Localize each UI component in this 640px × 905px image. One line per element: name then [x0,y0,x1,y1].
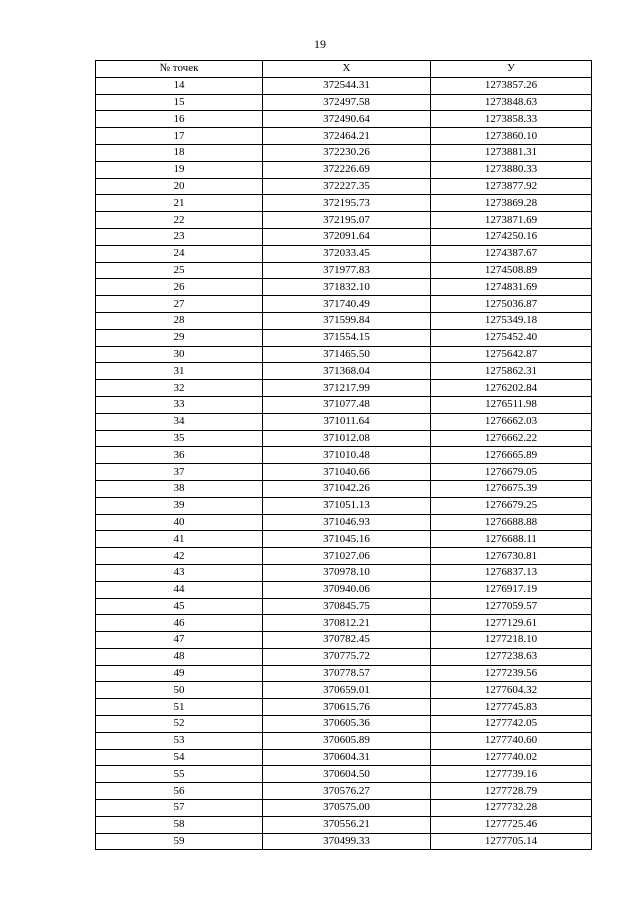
table-body [96,77,592,850]
cell-y: 1274508.89 [431,262,592,279]
header-point-number: № точек [96,61,263,78]
cell-y: 1273857.26 [431,77,592,94]
table-row [96,480,592,497]
cell-y: 1277238.63 [431,648,592,665]
table-row [96,346,592,363]
cell-x: 372490.64 [263,111,431,128]
cell-y: 1277740.02 [431,749,592,766]
cell-point-number: 34 [96,413,263,430]
cell-x: 371077.48 [263,396,431,413]
table-row [96,212,592,229]
cell-x: 371465.50 [263,346,431,363]
cell-point-number: 29 [96,329,263,346]
table-row [96,144,592,161]
table-row [96,632,592,649]
cell-point-number: 54 [96,749,263,766]
cell-x: 371217.99 [263,380,431,397]
cell-y: 1277728.79 [431,783,592,800]
cell-x: 370775.72 [263,648,431,665]
table-row [96,665,592,682]
cell-y: 1273871.69 [431,212,592,229]
cell-point-number: 53 [96,732,263,749]
cell-point-number: 31 [96,363,263,380]
cell-y: 1277742.05 [431,716,592,733]
cell-y: 1277739.16 [431,766,592,783]
table-row [96,766,592,783]
cell-point-number: 50 [96,682,263,699]
table-row [96,279,592,296]
cell-x: 370845.75 [263,598,431,615]
cell-x: 370604.50 [263,766,431,783]
cell-point-number: 27 [96,296,263,313]
cell-y: 1276511.98 [431,396,592,413]
table-row [96,581,592,598]
cell-y: 1276202.84 [431,380,592,397]
cell-y: 1276679.05 [431,464,592,481]
table-row [96,716,592,733]
table-row [96,178,592,195]
table-row [96,94,592,111]
cell-y: 1275349.18 [431,312,592,329]
table-row [96,749,592,766]
cell-point-number: 47 [96,632,263,649]
cell-y: 1276917.19 [431,581,592,598]
cell-point-number: 33 [96,396,263,413]
cell-x: 370782.45 [263,632,431,649]
cell-x: 370615.76 [263,699,431,716]
cell-point-number: 15 [96,94,263,111]
cell-x: 372227.35 [263,178,431,195]
cell-y: 1276662.22 [431,430,592,447]
cell-point-number: 37 [96,464,263,481]
cell-x: 372464.21 [263,128,431,145]
header-x: Х [263,61,431,78]
cell-y: 1273860.10 [431,128,592,145]
cell-x: 371554.15 [263,329,431,346]
table-row [96,648,592,665]
cell-x: 371027.06 [263,548,431,565]
cell-x: 371012.08 [263,430,431,447]
table-row [96,497,592,514]
table-row [96,296,592,313]
cell-point-number: 24 [96,245,263,262]
cell-y: 1277732.28 [431,800,592,817]
cell-point-number: 48 [96,648,263,665]
page-number: 19 [314,37,326,51]
cell-y: 1277218.10 [431,632,592,649]
cell-x: 371599.84 [263,312,431,329]
cell-y: 1273877.92 [431,178,592,195]
table-row [96,548,592,565]
table-row [96,699,592,716]
cell-y: 1273880.33 [431,161,592,178]
cell-y: 1273848.63 [431,94,592,111]
cell-x: 370605.36 [263,716,431,733]
cell-point-number: 14 [96,77,263,94]
cell-x: 370778.57 [263,665,431,682]
cell-y: 1277740.60 [431,732,592,749]
cell-x: 371011.64 [263,413,431,430]
cell-y: 1276837.13 [431,564,592,581]
header-y: У [431,61,592,78]
coordinates-table [95,60,592,850]
cell-point-number: 45 [96,598,263,615]
cell-point-number: 58 [96,816,263,833]
table-row [96,111,592,128]
cell-y: 1277604.32 [431,682,592,699]
cell-x: 370604.31 [263,749,431,766]
table-row [96,161,592,178]
table-row [96,732,592,749]
cell-x: 372195.07 [263,212,431,229]
table-row [96,363,592,380]
cell-x: 372497.58 [263,94,431,111]
cell-y: 1277725.46 [431,816,592,833]
cell-y: 1276688.88 [431,514,592,531]
cell-point-number: 38 [96,480,263,497]
cell-x: 372195.73 [263,195,431,212]
cell-point-number: 51 [96,699,263,716]
table-row [96,77,592,94]
cell-point-number: 20 [96,178,263,195]
cell-y: 1276679.25 [431,497,592,514]
table-header-row [96,61,592,78]
cell-point-number: 17 [96,128,263,145]
table-row [96,329,592,346]
table-row [96,262,592,279]
cell-x: 371051.13 [263,497,431,514]
cell-y: 1273858.33 [431,111,592,128]
cell-point-number: 23 [96,228,263,245]
cell-point-number: 57 [96,800,263,817]
table-row [96,783,592,800]
cell-y: 1274387.67 [431,245,592,262]
cell-point-number: 41 [96,531,263,548]
cell-point-number: 16 [96,111,263,128]
table-row [96,800,592,817]
cell-y: 1274250.16 [431,228,592,245]
cell-point-number: 44 [96,581,263,598]
cell-y: 1273881.31 [431,144,592,161]
table-row [96,531,592,548]
cell-point-number: 28 [96,312,263,329]
cell-y: 1276662.03 [431,413,592,430]
cell-point-number: 25 [96,262,263,279]
cell-x: 371740.49 [263,296,431,313]
cell-x: 371010.48 [263,447,431,464]
cell-x: 372226.69 [263,161,431,178]
cell-x: 370556.21 [263,816,431,833]
cell-y: 1276730.81 [431,548,592,565]
table-row [96,615,592,632]
cell-x: 370605.89 [263,732,431,749]
cell-x: 371368.04 [263,363,431,380]
cell-x: 371045.16 [263,531,431,548]
table-row [96,128,592,145]
cell-y: 1275642.87 [431,346,592,363]
table-row [96,195,592,212]
cell-y: 1277745.83 [431,699,592,716]
table-row [96,598,592,615]
cell-x: 370812.21 [263,615,431,632]
cell-point-number: 46 [96,615,263,632]
table-row [96,396,592,413]
cell-point-number: 52 [96,716,263,733]
table-row [96,380,592,397]
cell-point-number: 30 [96,346,263,363]
table-row [96,447,592,464]
cell-x: 371042.26 [263,480,431,497]
table-row [96,682,592,699]
cell-y: 1275452.40 [431,329,592,346]
cell-x: 371977.83 [263,262,431,279]
cell-point-number: 42 [96,548,263,565]
cell-x: 371040.66 [263,464,431,481]
cell-point-number: 32 [96,380,263,397]
cell-x: 370499.33 [263,833,431,850]
cell-point-number: 55 [96,766,263,783]
cell-y: 1277129.61 [431,615,592,632]
table-row [96,228,592,245]
table-row [96,245,592,262]
cell-point-number: 43 [96,564,263,581]
cell-point-number: 59 [96,833,263,850]
table-row [96,816,592,833]
cell-y: 1276675.39 [431,480,592,497]
cell-point-number: 35 [96,430,263,447]
cell-x: 371832.10 [263,279,431,296]
cell-point-number: 56 [96,783,263,800]
cell-y: 1273869.28 [431,195,592,212]
cell-y: 1277059.57 [431,598,592,615]
table-row [96,833,592,850]
table-row [96,564,592,581]
cell-point-number: 36 [96,447,263,464]
cell-y: 1277705.14 [431,833,592,850]
cell-point-number: 26 [96,279,263,296]
cell-x: 372544.31 [263,77,431,94]
cell-y: 1276688.11 [431,531,592,548]
cell-x: 372033.45 [263,245,431,262]
cell-x: 370940.06 [263,581,431,598]
cell-y: 1276665.89 [431,447,592,464]
cell-y: 1277239.56 [431,665,592,682]
table-row [96,430,592,447]
table-row [96,464,592,481]
cell-point-number: 19 [96,161,263,178]
cell-y: 1275036.87 [431,296,592,313]
table-row [96,312,592,329]
cell-x: 371046.93 [263,514,431,531]
cell-x: 372230.26 [263,144,431,161]
cell-y: 1275862.31 [431,363,592,380]
cell-point-number: 40 [96,514,263,531]
cell-x: 370575.00 [263,800,431,817]
cell-point-number: 21 [96,195,263,212]
cell-point-number: 39 [96,497,263,514]
cell-y: 1274831.69 [431,279,592,296]
cell-x: 372091.64 [263,228,431,245]
table-row [96,514,592,531]
cell-x: 370576.27 [263,783,431,800]
cell-point-number: 18 [96,144,263,161]
cell-x: 370659.01 [263,682,431,699]
cell-x: 370978.10 [263,564,431,581]
table-row [96,413,592,430]
cell-point-number: 49 [96,665,263,682]
cell-point-number: 22 [96,212,263,229]
